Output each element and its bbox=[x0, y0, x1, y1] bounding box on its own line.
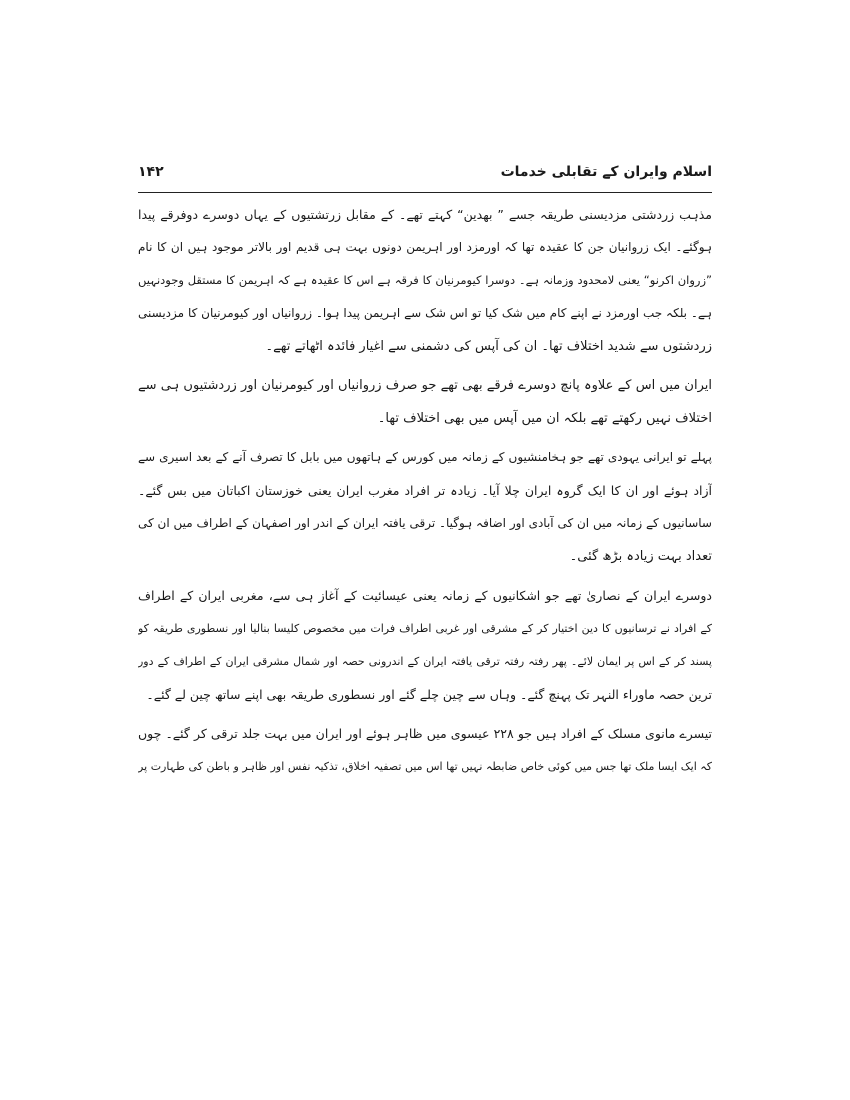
text-line: کے افراد نے ترسانیوں کا دین اختیار کر کے مشرقی اور غربی اطراف فرات میں مخصوص کلیسا بنالیا اور نسطوری طریقہ کو bbox=[138, 622, 712, 635]
body-text bbox=[138, 198, 712, 783]
text-line: ترین حصہ ماوراء النہر تک پہنچ گئے۔ وہاں سے چین چلے گئے اور نسطوری طریقہ بھی اپنے ساتھ چین لے گئے۔ bbox=[146, 687, 712, 702]
text-line: اختلاف نہیں رکھتے تھے بلکہ ان میں آپس میں بھی اختلاف تھا۔ bbox=[377, 411, 712, 426]
text-line: پسند کر کے اس پر ایمان لائے۔ پھر رفتہ رفتہ ترقی یافتہ ایران کے اندرونی حصہ اور شمال مشرقی ایران کے اطراف کے دور bbox=[138, 655, 712, 668]
header-rule bbox=[138, 192, 712, 193]
text-line: ایران میں اس کے علاوہ پانچ دوسرے فرقے بھی تھے جو صرف زروانیاں اور کیومرنیان اور زردشتیوں ہی سے bbox=[138, 378, 712, 393]
text-line: ”زروان اکرنو“ یعنی لامحدود وزمانہ ہے۔ دوسرا کیومرنیان کا فرقہ ہے اس کا عقیدہ ہے کہ اہریمن کا مستقل وجودنہیں bbox=[138, 273, 712, 287]
running-header bbox=[138, 162, 712, 190]
text-line: پہلے تو ایرانی یہودی تھے جو ہخامنشیوں کے زمانہ میں کورس کے ہاتھوں میں بابل کا تصرف آنے کے بعد اسیری سے bbox=[138, 450, 712, 464]
text-line: کہ ایک ایسا ملک تھا جس میں کوئی خاص ضابطہ نہیں تھا اس میں تصفیہ اخلاق، تذکیہ نفس اور ظاہر و باطن کی طہارت پر bbox=[138, 760, 712, 773]
text-line: ہوگئے۔ ایک زروانیان جن کا عقیدہ تھا کہ اورمزد اور اہریمن دونوں بہت ہی قدیم اور بالاتر موجود ہیں ان کا نام bbox=[138, 240, 712, 254]
running-title: اسلام وایران کے تقابلی خدمات bbox=[500, 164, 712, 180]
text-line: زردشتوں سے شدید اختلاف تھا۔ ان کی آپس کی دشمنی سے اغیار فائدہ اٹھاتے تھے۔ bbox=[265, 339, 712, 354]
text-line: تیسرے مانوی مسلک کے افراد ہیں جو ۲۲۸ عیسوی میں ظاہر ہوئے اور ایران میں بہت جلد ترقی کر گئے۔ چوں bbox=[138, 726, 712, 741]
text-line: دوسرے ایران کے نصاریٰ تھے جو اشکانیوں کے زمانہ یعنی عیسائیت کے آغاز ہی سے، مغربی ایران کے اطراف bbox=[138, 588, 712, 603]
text-line: ہے۔ بلکہ جب اورمزد نے اپنے کام میں شک کیا تو اس شک سے اہریمن پیدا ہوا۔ زروانیاں اور کیومرنیان کا مزدیسنی bbox=[138, 306, 712, 320]
text-line: تعداد بہت زیادہ بڑھ گئی۔ bbox=[569, 549, 712, 564]
text-line: ساسانیوں کے زمانہ میں ان کی آبادی اور اضافہ ہوگیا۔ ترقی یافتہ ایران کے اندر اور اصفہان کے اطراف میں ان کی bbox=[138, 516, 712, 530]
text-line: آزاد ہوئے اور ان کا ایک گروہ ایران چلا آیا۔ زیادہ تر افراد مغرب ایران یعنی خوزستان اکباتان میں بس گئے۔ bbox=[138, 483, 712, 498]
text-line: مذہب زردشتی مزدیسنی طریقہ جسے ” بھدین“ کہتے تھے۔ کے مقابل زرتشتیوں کے یہاں دوسرے دوفرقے پیدا bbox=[138, 207, 712, 222]
page-number: ۱۴۲ bbox=[138, 164, 164, 180]
